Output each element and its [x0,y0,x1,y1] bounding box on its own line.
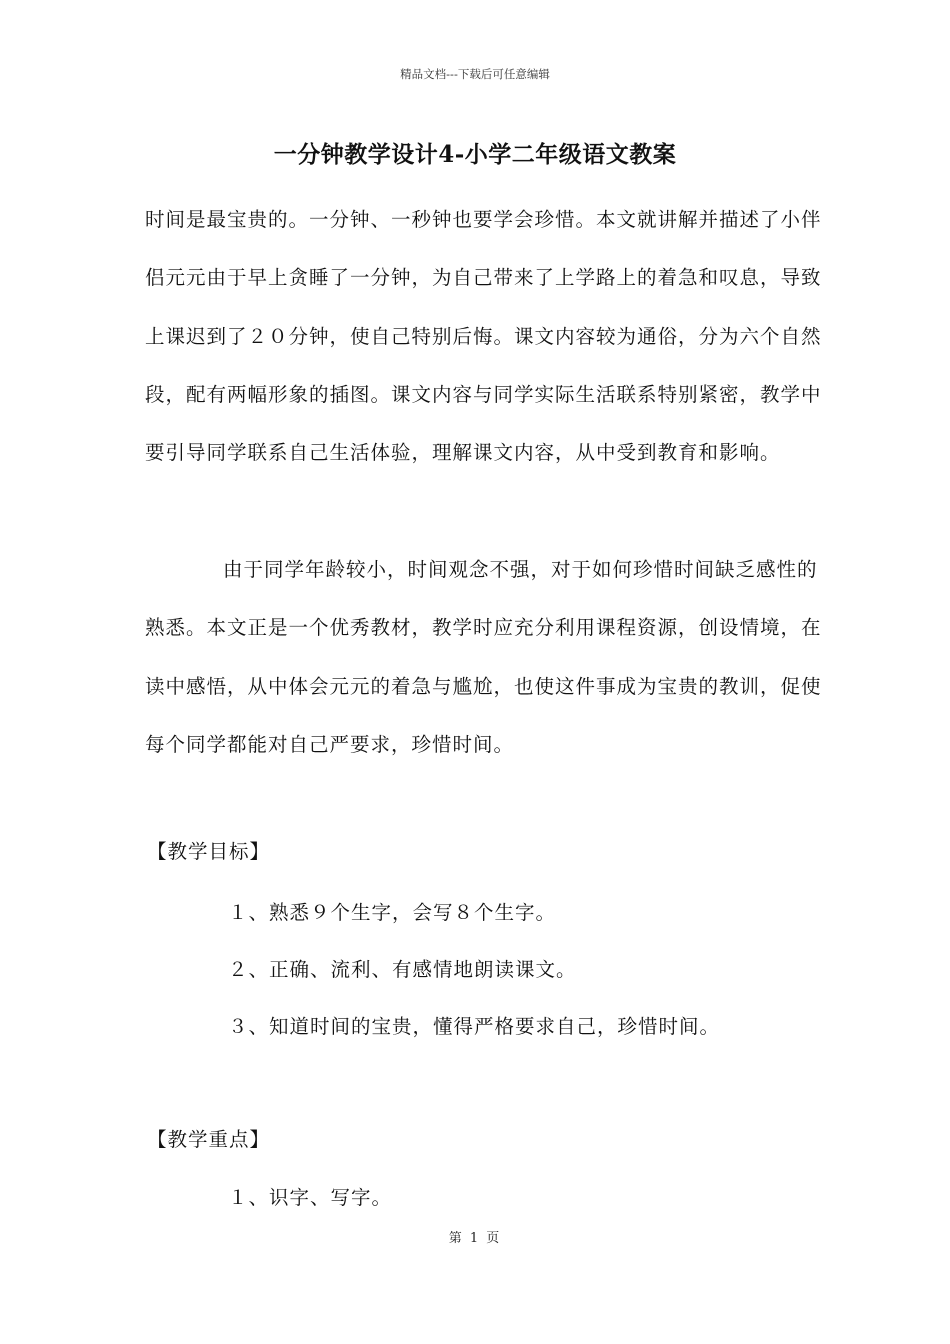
goal-item: ３、知道时间的宝贵，懂得严格要求自己，珍惜时间。 [228,1015,721,1038]
document-title: 一分钟教学设计4-小学二年级语文教案 [273,141,677,168]
section-heading-key-points: 【教学重点】 [147,1128,271,1151]
section-heading-goals: 【教学目标】 [147,840,271,863]
key-point-item: １、识字、写字。 [228,1186,393,1209]
paragraph-intro: 时间是最宝贵的。一分钟、一秒钟也要学会珍惜。本文就讲解并描述了小伴侣元元由于早上贪睡了一分钟，为自己带来了上学路上的着急和叹息，导致上课迟到了２０分钟，使自己特别后悔。课文内容较为通俗，分为六个自然段，配有两幅形象的插图。课文内容与同学实际生活联系特别紧密，教学中要引导同学联系自己生活体验，理解课文内容，从中受到教育和影响。 [145,208,822,465]
page-number: 第 1 页 [448,1231,502,1246]
goal-item: １、熟悉９个生字，会写８个生字。 [228,901,557,924]
page-header: 精品文档---下载后可任意编辑 [400,67,550,81]
goal-item: ２、正确、流利、有感情地朗读课文。 [228,958,577,981]
paragraph-analysis: 由于同学年龄较小，时间观念不强，对于如何珍惜时间缺乏感性的熟悉。本文正是一个优秀教材，教学时应充分利用课程资源，创设情境，在读中感悟，从中体会元元的着急与尴尬，也使这件事成为宝贵的教训，促使每个同学都能对自己严要求，珍惜时间。 [145,558,822,756]
